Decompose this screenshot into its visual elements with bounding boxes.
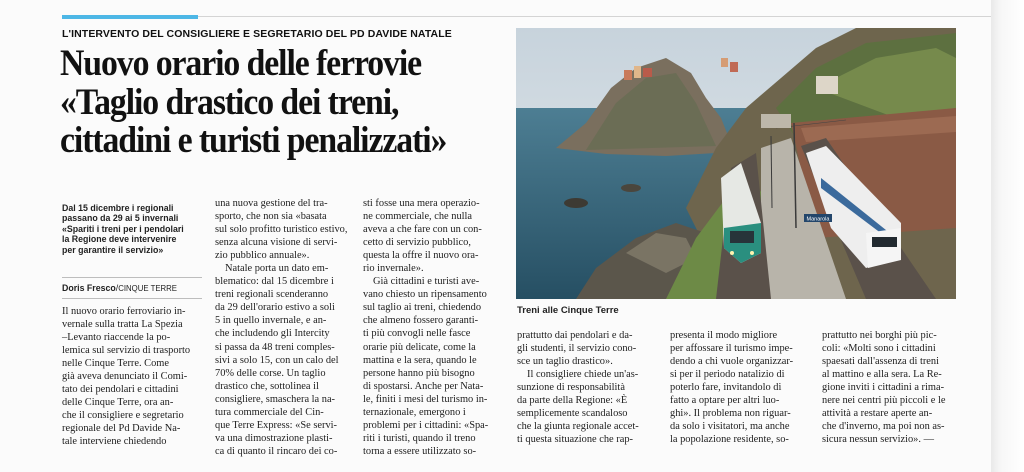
text-line: tato dei pendolari e cittadini — [62, 384, 179, 396]
text-line: lemica sul servizio di trasporto — [62, 345, 191, 357]
byline-rule — [62, 298, 202, 299]
text-line: sul solo profitto turistico estivo, — [215, 224, 348, 236]
text-line: persone hanno più bisogno — [363, 367, 475, 379]
body-column-5 — [670, 329, 810, 446]
section-accent-bar — [62, 15, 198, 19]
text-line: coli: «Molti sono i cittadini — [822, 343, 936, 355]
text-line: blematico: dal 15 dicembre i — [215, 276, 334, 288]
byline-location: CINQUE TERRE — [118, 284, 178, 293]
text-line: nelle Cinque Terre. Come — [62, 358, 169, 370]
summary-line: «Spariti i treni per i pendolari — [62, 223, 184, 234]
text-line: già aveva denunciato il Comi- — [62, 371, 188, 383]
text-line: fatto a optare per altri luo- — [670, 395, 780, 407]
text-line: –Levanto riaccende la po- — [62, 332, 171, 344]
body-column-2 — [215, 197, 355, 458]
text-line: di spostarsi. Anche per Nata- — [363, 380, 484, 392]
text-line: da 29 dell'orario estivo a soli — [215, 302, 335, 314]
text-line: poterlo fare, invitandolo di — [670, 382, 782, 394]
text-line: dendo a chi vuole organizzar- — [670, 356, 794, 368]
text-line: Il consigliere chiede un'as- — [527, 369, 639, 381]
text-line: che includendo gli Intercity — [215, 328, 330, 340]
text-line: torna a essere utilizzato so- — [363, 445, 477, 457]
text-line: spaesati dall'assenza di treni — [822, 356, 939, 368]
text-line: che d'inverno, ma poi non as- — [822, 421, 945, 433]
body-column-3 — [363, 197, 503, 458]
summary-box — [62, 203, 212, 255]
text-line: per affossare il turismo impe- — [670, 343, 793, 355]
top-rule — [62, 16, 1002, 17]
text-line: cetto di servizio pubblico, — [363, 237, 471, 249]
text-line: orarie più delicate, come la — [363, 341, 476, 353]
byline — [62, 283, 212, 293]
text-line: rio invernale». — [363, 263, 424, 275]
text-line: gli studenti, il servizio cono- — [517, 343, 637, 355]
text-line: vano chiesto un ripensamento — [363, 289, 487, 301]
text-line: riti i turisti, quando il treno — [363, 432, 476, 444]
text-line: gione inviti i cittadini a rima- — [822, 382, 945, 394]
text-line: tura commerciale del Cin- — [215, 406, 324, 418]
text-line: nere nei centri più piccoli e le — [822, 395, 946, 407]
station-sign: Manarola — [806, 216, 830, 223]
text-line: ne commerciale, che nulla — [363, 211, 473, 223]
text-line: que Terre Express: «Se servi- — [215, 419, 337, 431]
text-line: drastico che, sottolinea il — [215, 380, 319, 392]
summary-line: passano da 29 ai 5 invernali — [62, 213, 179, 224]
text-line: vernale sulla tratta La Spezia — [62, 319, 183, 331]
text-line: zio pubblico annuale». — [215, 250, 310, 262]
text-line: treni regionali scenderanno — [215, 289, 329, 301]
text-line: sce un taglio drastico». — [517, 356, 613, 368]
text-line: prattutto dai pendolari e da- — [517, 330, 633, 341]
text-line: ti più convogli nelle fasce — [363, 328, 471, 340]
text-line: attività a restare aperte an- — [822, 408, 933, 420]
text-line: aveva a che fare con un con- — [363, 224, 482, 236]
text-line: la popolazione residente, so- — [670, 434, 789, 446]
text-line: da parte della Regione: «È — [517, 395, 628, 407]
text-line: mattina e la sera, quando le — [363, 354, 477, 366]
kicker: L'INTERVENTO DEL CONSIGLIERE E SEGRETARIO DEL PD DAVIDE NATALE — [62, 28, 452, 40]
news-photo — [516, 28, 956, 299]
headline-line: cittadini e turisti penalizzati» — [60, 120, 447, 161]
summary-line: la Regione deve intervenire — [62, 234, 177, 245]
text-line: delle Cinque Terre, ora an- — [62, 397, 174, 409]
text-line: sul taglio ai treni, chiedendo — [363, 302, 482, 314]
text-line: sunzione di responsabilità — [517, 382, 625, 394]
summary-line: Dal 15 dicembre i regionali — [62, 203, 174, 213]
body-column-1 — [62, 305, 202, 449]
byline-rule — [62, 277, 202, 278]
text-line: va una dimostrazione plasti- — [215, 432, 333, 444]
text-line: Il nuovo orario ferroviario in- — [62, 306, 186, 317]
text-line: si passa da 48 treni comples- — [215, 341, 335, 353]
text-line: si per il periodo natalizio di — [670, 369, 785, 381]
text-line: da solo i visitatori, ma anche — [670, 421, 790, 433]
text-line: le, finiti i mesi del turismo in- — [363, 393, 488, 405]
text-line: sporto, che non sia «basata — [215, 211, 327, 223]
text-line: che il consigliere e segretario — [62, 410, 184, 422]
text-line: consigliere, smaschera la na- — [215, 393, 336, 405]
body-column-4 — [517, 329, 657, 446]
body-column-6 — [822, 329, 962, 446]
text-line: ternazionale, emergono i — [363, 406, 466, 418]
headline-line: Nuovo orario delle ferrovie — [60, 43, 422, 84]
summary-line: per garantire il servizio» — [62, 244, 164, 255]
text-line: 70% delle corse. Un taglio — [215, 367, 326, 379]
text-line: questa la offre il nuovo ora- — [363, 250, 479, 262]
text-line: 5 in quello invernale, e an- — [215, 315, 327, 327]
text-line: Già cittadini e turisti ave- — [373, 276, 480, 288]
text-line: semplicemente scandaloso — [517, 408, 628, 420]
text-line: prattutto nei borghi più pic- — [822, 330, 937, 341]
text-line: regionale del Pd Davide Na- — [62, 423, 181, 435]
headline-line: «Taglio drastico dei treni, — [60, 81, 399, 123]
text-line: che la giunta regionale accet- — [517, 421, 639, 433]
photo-caption: Treni alle Cinque Terre — [517, 305, 619, 316]
text-line: problemi per i cittadini: «Spa- — [363, 419, 489, 431]
text-line: sicura nessun servizio». — — [822, 434, 934, 446]
byline-separator: / — [115, 283, 119, 293]
text-line: presenta il modo migliore — [670, 330, 778, 341]
author-name: Doris Fresco — [62, 283, 116, 293]
text-line: senza alcuna visione di servi- — [215, 237, 338, 249]
text-line: una nuova gestione del tra- — [215, 198, 328, 209]
text-line: Natale porta un dato em- — [225, 263, 329, 275]
text-line: che almeno fossero garanti- — [363, 315, 479, 327]
text-line: sti fosse una mera operazio- — [363, 198, 480, 209]
text-line: tale interviene chiedendo — [62, 436, 167, 448]
text-line: sivi a solo 15, con un calo del — [215, 354, 339, 366]
text-line: ghi». Il problema non riguar- — [670, 408, 791, 420]
headline — [60, 45, 465, 161]
text-line: al mattino e alla sera. La Re- — [822, 369, 942, 381]
text-line: ti questa situazione che rap- — [517, 434, 633, 446]
text-line: ca di quanto il rincaro dei co- — [215, 445, 338, 457]
page-edge-shadow — [991, 0, 1024, 472]
